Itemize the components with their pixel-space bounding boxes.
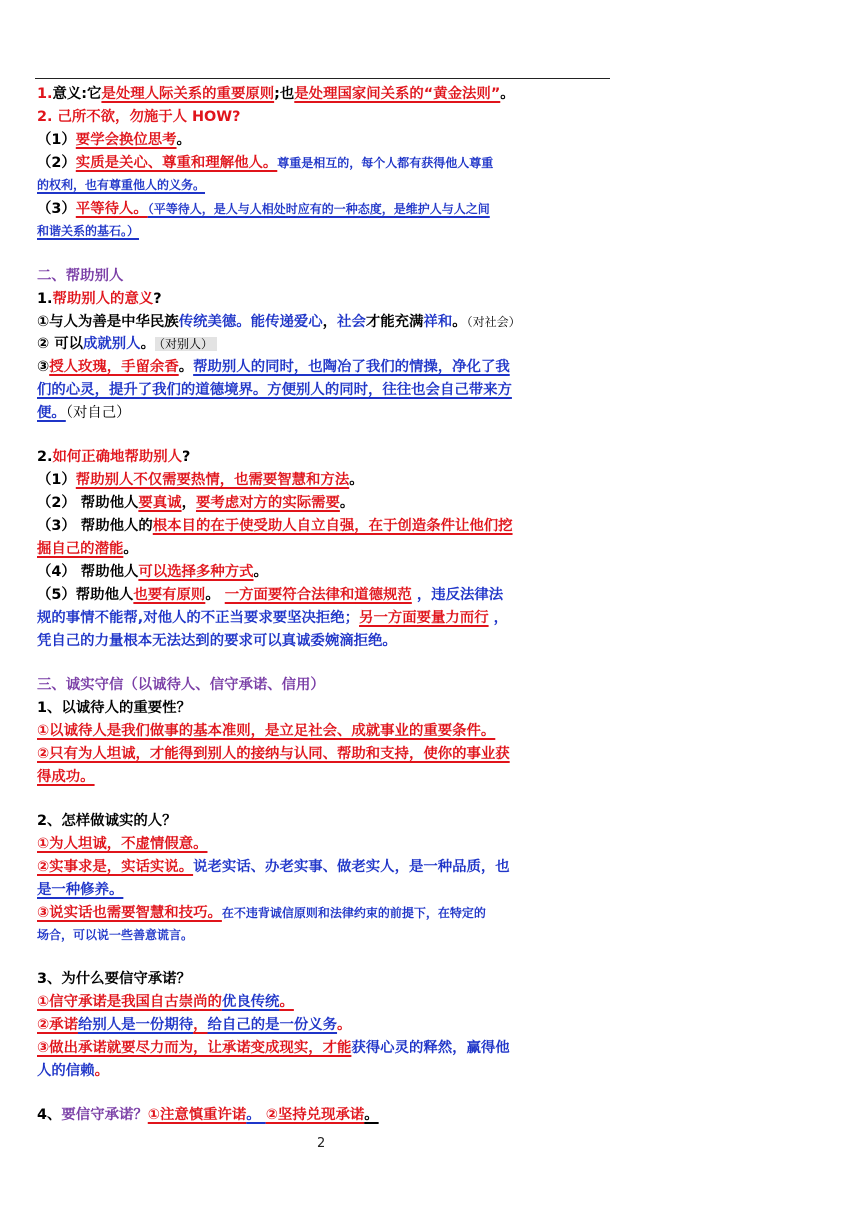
s3-question-3: 3、为什么要信守承诺？ — [37, 971, 191, 987]
s3-way-2 — [37, 857, 510, 877]
s3-reason-3 — [37, 1038, 510, 1058]
text: ②坚持兑现承诺 — [265, 1107, 365, 1123]
s3-question-2: 2、怎样做诚实的人？ — [37, 813, 177, 829]
text: 可以选择多种方式 — [138, 564, 254, 580]
text: ①信守承诺是我国自古崇尚的 — [37, 994, 222, 1010]
top-rule — [35, 78, 610, 79]
text: 。 — [500, 86, 515, 102]
text: （2） 帮助他人 — [37, 495, 139, 511]
section-3-title: 三、诚实守信（以诚待人、信守承诺、信用） — [37, 677, 325, 693]
text: 便。 — [37, 405, 66, 421]
text: ①注意慎重许诺 — [147, 1107, 247, 1123]
text: 优良传统 — [221, 994, 280, 1010]
text: 。 — [279, 994, 294, 1010]
text: （1） — [37, 132, 76, 148]
s2-answer-3-end — [37, 403, 131, 423]
text: 。 — [253, 564, 268, 580]
text: （3） — [37, 201, 76, 217]
text: （3） 帮助他人的 — [37, 518, 153, 534]
text: ③ — [37, 359, 50, 375]
text: （对自己） — [65, 405, 131, 421]
s3-way-3 — [37, 903, 486, 923]
s3-question-4 — [37, 1105, 379, 1125]
s2-question-2 — [37, 447, 190, 467]
text: 帮助别人不仅需要热情，也需要智慧和方法 — [75, 472, 350, 488]
text: 说老实话、办老实事、做老实人，是一种品质，也 — [193, 859, 510, 875]
text: 授人玫瑰，手留余香 — [49, 359, 179, 375]
text: 如何正确地帮助别人 — [52, 449, 183, 465]
text: 。 — [140, 336, 155, 352]
text: ， — [181, 495, 196, 511]
s2-answer-1 — [37, 312, 521, 332]
section-2-title: 二、帮助别人 — [37, 268, 124, 284]
s3-reason-3-cont — [37, 1061, 109, 1081]
text: 尊重是相互的，每个人都有获得他人尊重 — [277, 156, 494, 170]
text: 帮助别人的同时，也陶冶了我们的情操，净化了我 — [193, 359, 510, 375]
text: 社会 — [337, 314, 366, 330]
text: 2. — [37, 449, 53, 465]
text: ;也 — [274, 86, 295, 102]
s2-way-5-cont — [37, 608, 508, 628]
s3-reason-1 — [37, 992, 294, 1012]
text: 根本目的在于使受助人自立自强，在于创造条件让他们挖 — [152, 518, 513, 534]
text: 1. — [37, 86, 53, 102]
text: 祥和 — [423, 314, 453, 330]
text: （1） — [37, 472, 76, 488]
text: （平等待人，是人与人相处时应有的一种态度，是维护人与人之间 — [147, 202, 490, 216]
text: 人的信赖 — [37, 1063, 95, 1079]
text: 是处理人际关系的重要原则 — [101, 86, 275, 102]
text: ， — [322, 314, 338, 330]
s3-way-1: ①为人坦诚，不虚情假意。 — [37, 836, 208, 852]
text: ? — [153, 291, 162, 307]
text: 要学会换位思考 — [75, 132, 177, 148]
text: 在不违背诚信原则和法律约束的前提下，在特定的 — [221, 906, 486, 920]
text: ①与人为善是中华民族 — [37, 314, 179, 330]
text: 一方面要符合法律和道德规范 — [224, 587, 412, 603]
text: 要信守承诺？ — [61, 1107, 148, 1123]
s2-answer-3-cont: 们的心灵，提升了我们的道德境界。方便别人的同时，往往也会自己带来方 — [37, 382, 512, 398]
text: 。 — [178, 359, 194, 375]
text: ②承诺 — [37, 1017, 78, 1033]
text: 。 — [94, 1063, 109, 1079]
s2-way-1 — [37, 470, 364, 490]
text: 给自己的是一份义务 — [207, 1017, 338, 1033]
text: （2） — [37, 155, 76, 171]
s2-way-5 — [37, 585, 503, 605]
text: 是处理国家间关系的“黄金法则” — [294, 86, 501, 102]
text: 帮助别人的意义 — [52, 291, 154, 307]
text: 平等待人。 — [75, 201, 148, 217]
item-3-cont: 和谐关系的基石。） — [37, 224, 140, 238]
text: 意义:它 — [52, 86, 102, 102]
text: 掘自己的潜能 — [37, 541, 124, 557]
text: （4） 帮助他人 — [37, 564, 139, 580]
text: ，违反法律法 — [411, 587, 504, 603]
text: 。 — [246, 1107, 266, 1123]
s3-answer-2-cont: 得成功。 — [37, 769, 95, 785]
text: 。 — [123, 541, 138, 557]
text: 传统美德 — [178, 314, 237, 330]
s3-reason-2 — [37, 1015, 351, 1035]
text: 。 — [337, 1017, 352, 1033]
item-2-cont: 的权利，也有尊重他人的义务。 — [37, 178, 206, 192]
text: 给别人是一份期待 — [77, 1017, 194, 1033]
text: 。 — [176, 132, 191, 148]
text: 要真诚 — [138, 495, 182, 511]
s3-question-1: 1、以诚待人的重要性？ — [37, 700, 191, 716]
item-1 — [37, 130, 191, 150]
page-number: 2 — [317, 1136, 326, 1151]
s2-way-4 — [37, 562, 268, 582]
item-2 — [37, 153, 493, 173]
text: 成就别人 — [82, 336, 141, 352]
text: 。 — [364, 1107, 379, 1123]
text: ? — [182, 449, 191, 465]
s2-way-3-cont — [37, 539, 138, 559]
s3-answer-1: ①以诚待人是我们做事的基本准则，是立足社会、成就事业的重要条件。 — [37, 723, 496, 739]
golden-rule-heading: 2. 己所不欲，勿施于人 HOW? — [37, 109, 241, 125]
s2-answer-3 — [37, 357, 510, 377]
text: ③说实话也需要智慧和技巧。 — [37, 905, 222, 921]
text: 实质是关心、尊重和理解他人。 — [75, 155, 278, 171]
s3-way-3-cont: 场合，可以说一些善意谎言。 — [37, 928, 194, 942]
text: 获得心灵的释然，赢得他 — [351, 1040, 510, 1056]
s2-way-2 — [37, 493, 354, 513]
text: 。 — [349, 472, 364, 488]
text: （对别人） — [155, 337, 217, 351]
s2-way-3 — [37, 516, 513, 536]
text: 另一方面要量力而行 — [359, 610, 489, 626]
text: 要考虑对方的实际需要 — [195, 495, 340, 511]
s3-way-2-cont: 是一种修养。 — [37, 882, 124, 898]
text: 4、 — [37, 1107, 62, 1123]
text: 才能充满 — [365, 314, 424, 330]
text: ②实事求是，实话实说。 — [37, 859, 194, 875]
text: 。 — [339, 495, 355, 511]
text: ， — [488, 610, 508, 626]
text: 。能传递爱心 — [236, 314, 323, 330]
text: 。 — [452, 314, 467, 330]
text: 也要有原则 — [133, 587, 206, 603]
text: （对社会） — [466, 315, 521, 329]
item-3 — [37, 199, 490, 219]
text: ② 可以 — [37, 336, 83, 352]
text: （5）帮助他人 — [37, 587, 134, 603]
text: 。 — [205, 587, 225, 603]
text: 1. — [37, 291, 53, 307]
s2-answer-2 — [37, 334, 217, 354]
s3-answer-2: ②只有为人坦诚，才能得到别人的接纳与认同、帮助和支持，使你的事业获 — [37, 746, 510, 762]
text: ， — [193, 1017, 208, 1033]
meaning-line — [37, 84, 515, 104]
s2-question-1 — [37, 289, 162, 309]
s2-way-5-end: 凭自己的力量根本无法达到的要求可以真诚委婉滴拒绝。 — [37, 633, 397, 649]
text: ③做出承诺就要尽力而为，让承诺变成现实，才能 — [37, 1040, 352, 1056]
text: 规的事情不能帮,对他人的不正当要求要坚决拒绝； — [37, 610, 360, 626]
